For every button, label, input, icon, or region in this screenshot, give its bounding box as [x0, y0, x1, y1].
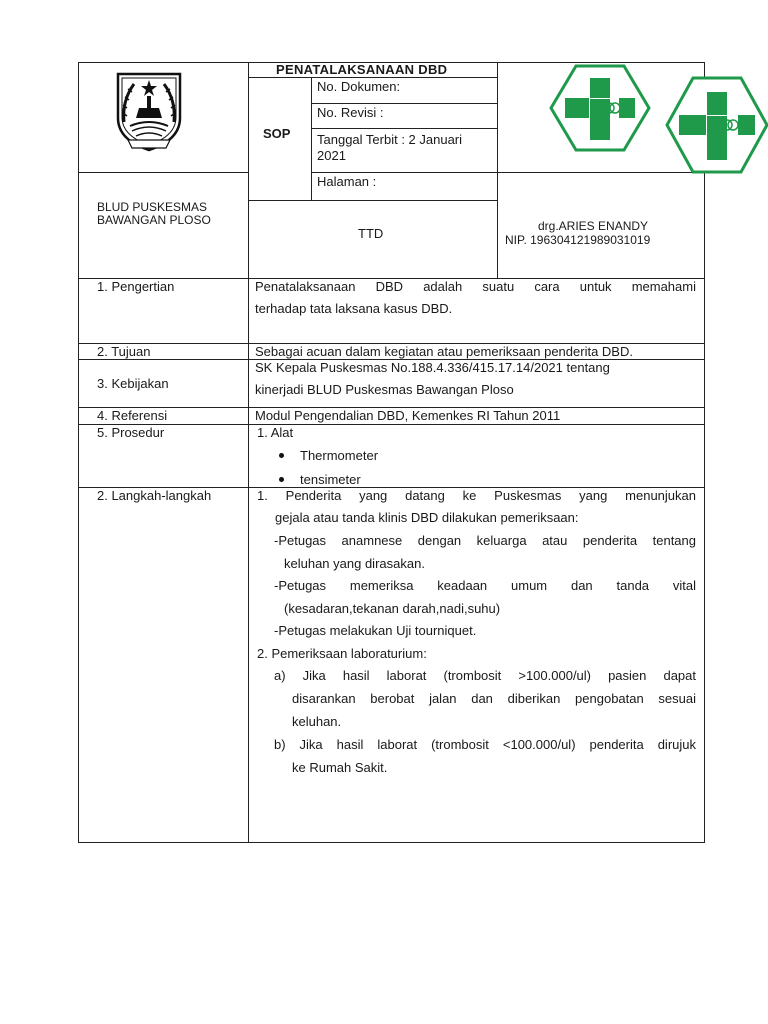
regional-crest-emblem-icon — [114, 70, 184, 154]
prosedur-item-alat: 1. Alat — [257, 425, 294, 440]
document-title: PENATALAKSANAAN DBD — [276, 62, 448, 77]
tujuan-text: Sebagai acuan dalam kegiatan atau pemeriksaan penderita DBD. — [255, 344, 633, 359]
referensi-label: 4. Referensi — [97, 408, 168, 423]
halaman-field: Halaman : — [317, 174, 377, 189]
org-name-line2: BAWANGAN PLOSO — [97, 213, 211, 227]
tanggal-terbit-year: 2021 — [317, 148, 346, 163]
puskesmas-logo-right — [665, 76, 768, 174]
langkah-line-6: (kesadaran,tekanan darah,nadi,suhu) — [284, 601, 501, 616]
no-revisi-field: No. Revisi : — [317, 105, 384, 120]
prosedur-bullet-tensimeter: tensimeter — [300, 472, 361, 487]
regional-crest-logo — [114, 70, 184, 154]
langkah-line-7: -Petugas melakukan Uji tourniquet. — [274, 623, 477, 638]
langkah-line-9: a) Jika hasil laborat (trombosit >100.000/ul) pasien dapat — [274, 668, 696, 683]
ttd-label: TTD — [358, 226, 384, 241]
langkah-line-4: keluhan yang dirasakan. — [284, 556, 425, 571]
langkah-line-11: keluhan. — [292, 714, 342, 729]
bullet-icon — [279, 453, 284, 458]
langkah-label: 2. Langkah-langkah — [97, 488, 212, 503]
langkah-line-13: ke Rumah Sakit. — [292, 760, 388, 775]
pengertian-label: 1. Pengertian — [97, 279, 175, 294]
kebijakan-text-line2: kinerjadi BLUD Puskesmas Bawangan Ploso — [255, 382, 514, 397]
langkah-line-10: disarankan berobat jalan dan diberikan pengobatan sesuai — [292, 691, 696, 706]
sop-label: SOP — [263, 126, 291, 141]
prosedur-bullet-thermometer: Thermometer — [300, 448, 379, 463]
tanggal-terbit-field: Tanggal Terbit : 2 Januari — [317, 132, 463, 147]
langkah-line-1: 1. Penderita yang datang ke Puskesmas yang menunjukan — [257, 488, 696, 503]
pengertian-text-line1: Penatalaksanaan DBD adalah suatu cara untuk memahami — [255, 279, 696, 294]
langkah-line-12: b) Jika hasil laborat (trombosit <100.000/ul) penderita dirujuk — [274, 737, 696, 752]
pengertian-text-line2: terhadap tata laksana kasus DBD. — [255, 301, 453, 316]
puskesmas-logo-left — [549, 64, 651, 152]
kebijakan-label: 3. Kebijakan — [97, 376, 169, 391]
puskesmas-green-cross-icon — [549, 64, 651, 152]
langkah-line-2: gejala atau tanda klinis DBD dilakukan pemeriksaan: — [275, 510, 579, 525]
langkah-line-5: -Petugas memeriksa keadaan umum dan tanda vital — [274, 578, 696, 593]
puskesmas-green-cross-icon — [665, 76, 768, 174]
kebijakan-text-line1: SK Kepala Puskesmas No.188.4.336/415.17.14/2021 tentang — [255, 360, 610, 375]
signer-name: drg.ARIES ENANDY — [538, 219, 649, 233]
langkah-line-3: -Petugas anamnese dengan keluarga atau penderita tentang — [274, 533, 696, 548]
langkah-line-8: 2. Pemeriksaan laboraturium: — [257, 646, 427, 661]
no-dokumen-field: No. Dokumen: — [317, 79, 401, 94]
org-name-line1: BLUD PUSKESMAS — [97, 200, 208, 214]
referensi-text: Modul Pengendalian DBD, Kemenkes RI Tahun 2011 — [255, 408, 561, 423]
prosedur-label: 5. Prosedur — [97, 425, 165, 440]
tujuan-label: 2. Tujuan — [97, 344, 151, 359]
bullet-icon — [279, 477, 284, 482]
signer-nip: NIP. 196304121989031019 — [505, 233, 651, 247]
